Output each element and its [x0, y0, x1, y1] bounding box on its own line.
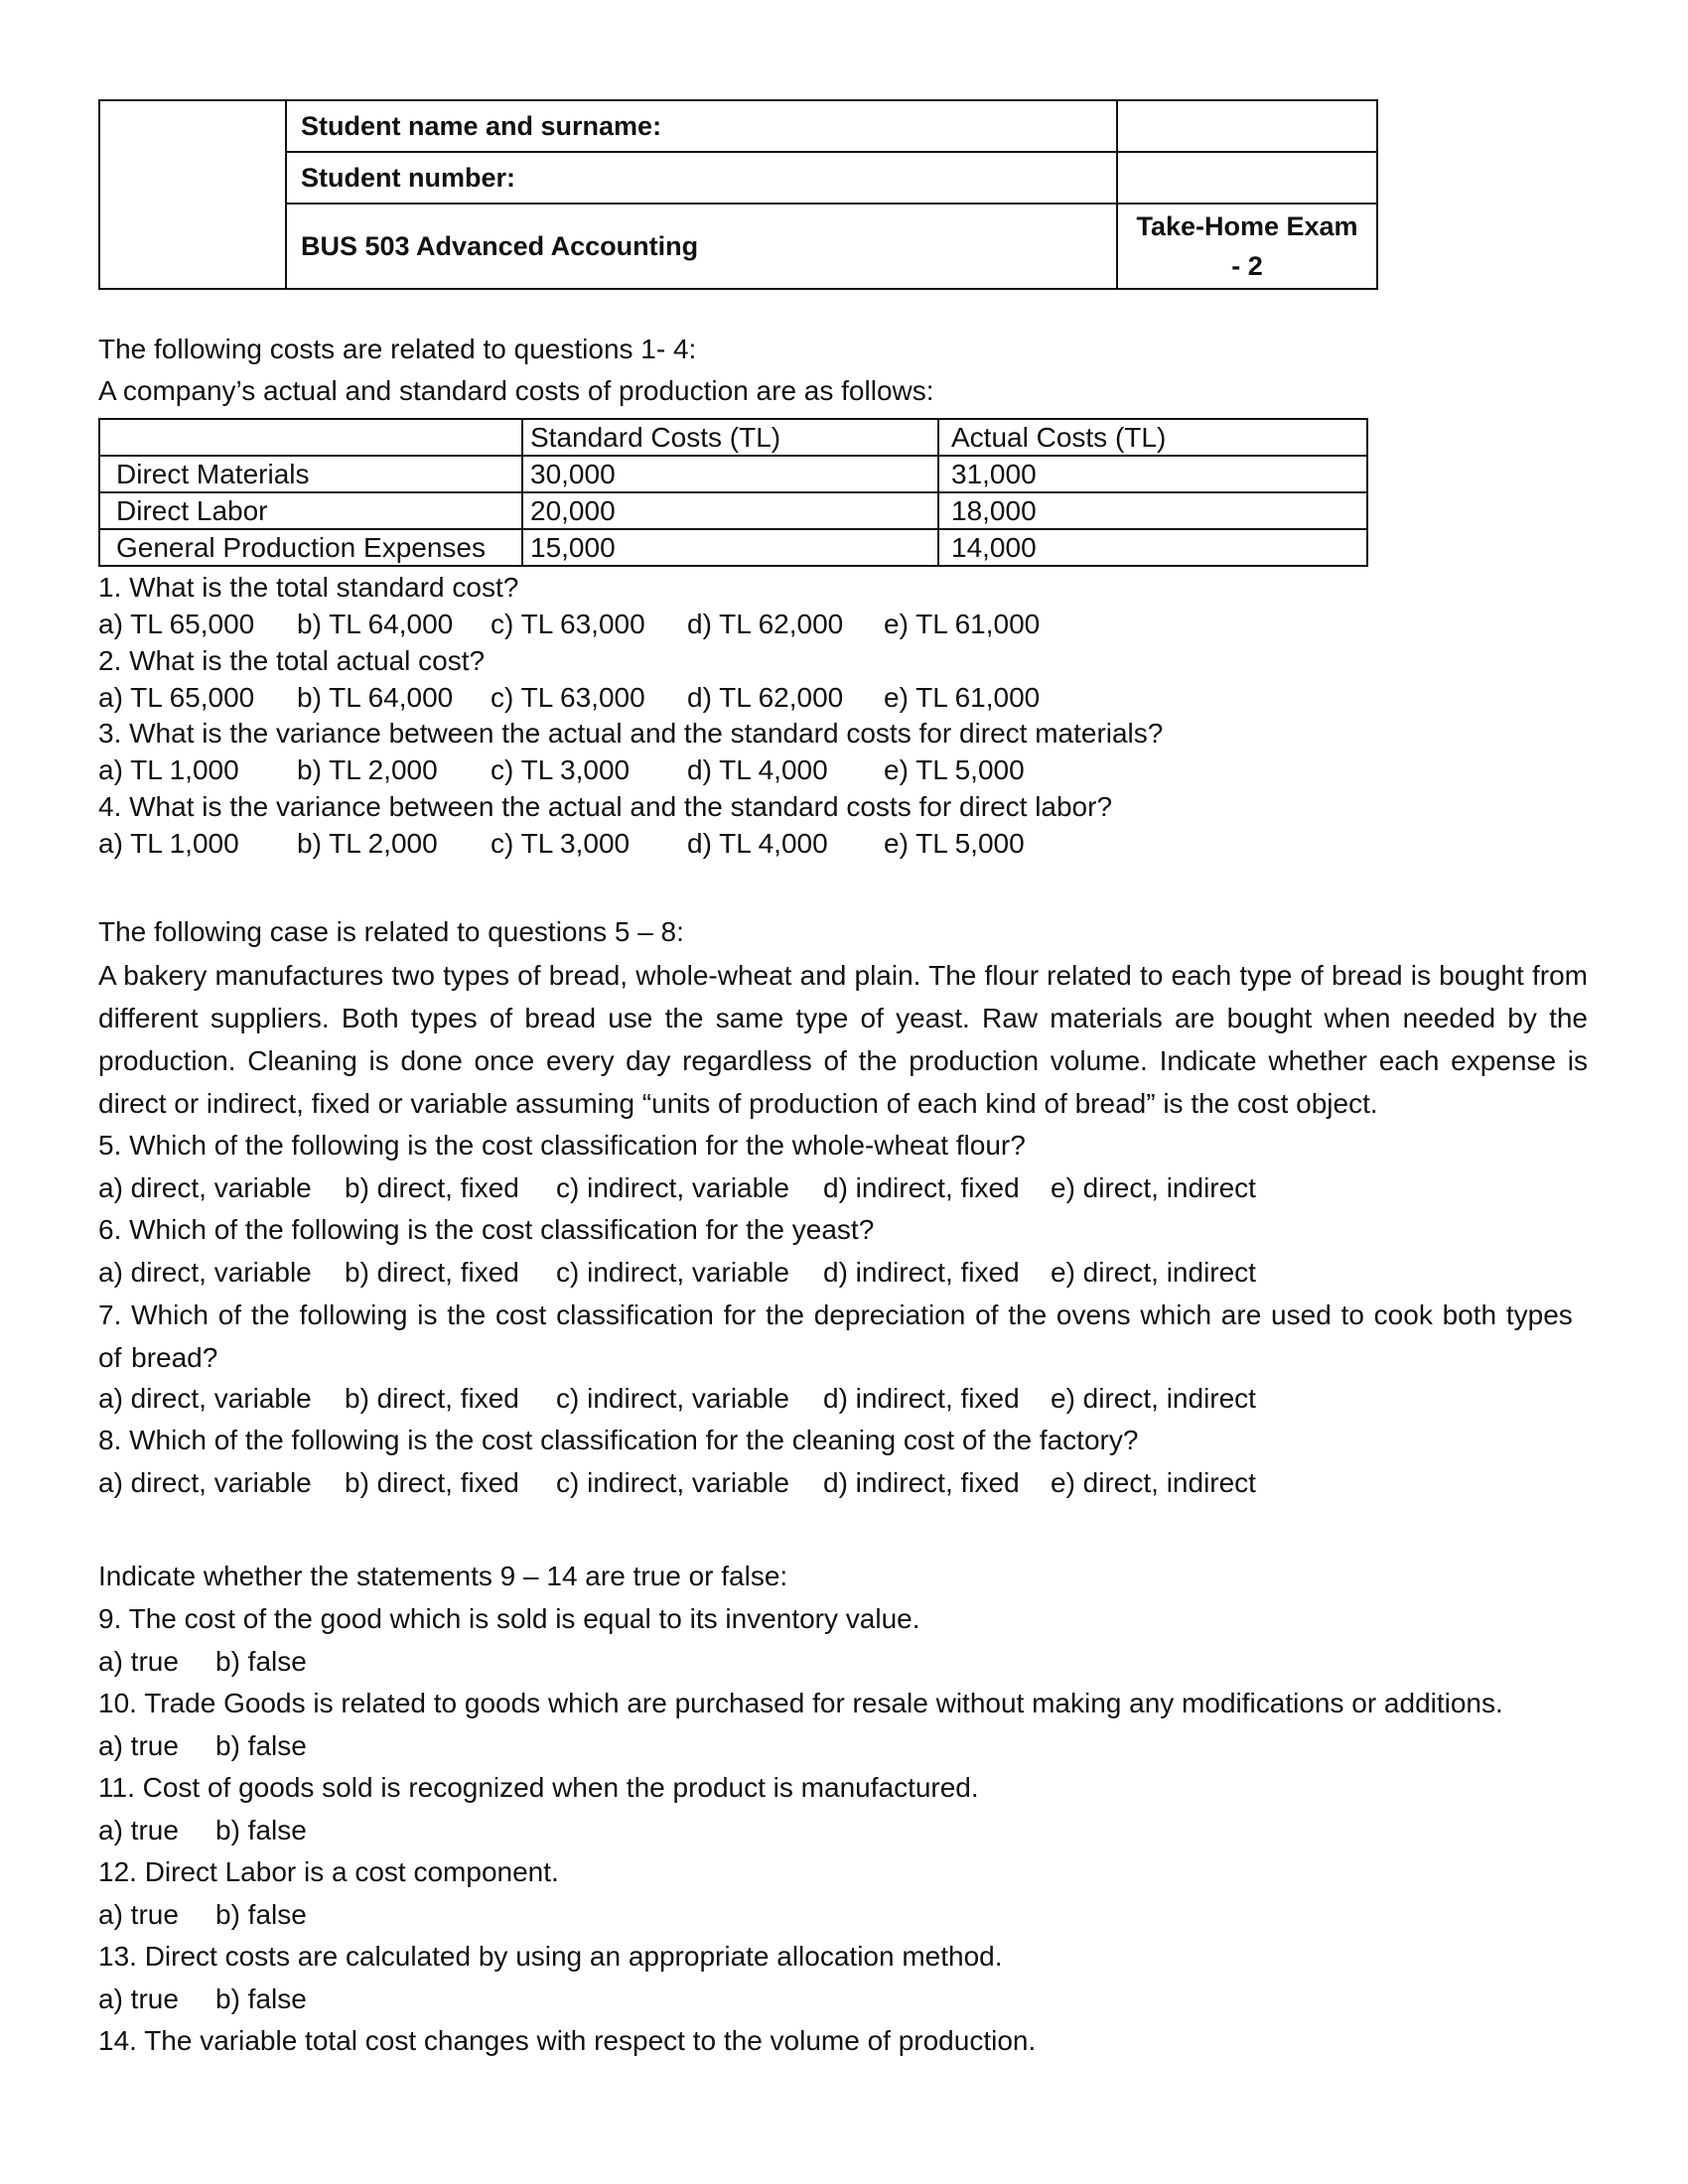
- answer-option[interactable]: b) false: [215, 1730, 307, 1761]
- question-text: 9. The cost of the good which is sold is equal to its inventory value.: [98, 1603, 920, 1634]
- answer-option[interactable]: c) TL 63,000: [491, 682, 645, 713]
- answer-option[interactable]: a) true: [98, 1983, 179, 2014]
- answer-option[interactable]: a) direct, variable: [98, 1172, 312, 1203]
- answer-option[interactable]: e) TL 61,000: [884, 609, 1041, 639]
- question-text: 8. Which of the following is the cost classification for the cleaning cost of the factory?: [98, 1425, 1139, 1455]
- logo-cell: [99, 100, 286, 289]
- question-text: 5. Which of the following is the cost classification for the whole-wheat flour?: [98, 1130, 1026, 1160]
- answer-option[interactable]: c) TL 63,000: [491, 609, 645, 639]
- answer-option[interactable]: a) true: [98, 1899, 179, 1930]
- answer-option[interactable]: b) false: [215, 1646, 307, 1677]
- course-title: BUS 503 Advanced Accounting: [286, 204, 1117, 289]
- answer-option[interactable]: a) true: [98, 1730, 179, 1761]
- answer-option[interactable]: c) TL 3,000: [491, 828, 631, 859]
- answer-option[interactable]: a) direct, variable: [98, 1467, 312, 1498]
- table-row: [99, 492, 1367, 529]
- answer-option[interactable]: b) TL 64,000: [297, 609, 454, 639]
- student-name-field[interactable]: [1117, 100, 1377, 152]
- table-cell: 15,000: [522, 529, 938, 566]
- answer-option[interactable]: d) indirect, fixed: [823, 1383, 1020, 1414]
- section3-intro: Indicate whether the statements 9 – 14 are true or false:: [98, 1561, 788, 1591]
- answer-option[interactable]: d) indirect, fixed: [823, 1257, 1020, 1288]
- question-text: 3. What is the variance between the actual and the standard costs for direct materials?: [98, 718, 1164, 749]
- question-text: 11. Cost of goods sold is recognized when the product is manufactured.: [98, 1772, 979, 1803]
- table-cell: 14,000: [938, 529, 1367, 566]
- section1-intro2: A company’s actual and standard costs of production are as follows:: [98, 375, 934, 406]
- answer-option[interactable]: e) TL 5,000: [884, 828, 1025, 859]
- table-header-cell: Standard Costs (TL): [522, 419, 938, 456]
- cost-table: [98, 418, 1368, 567]
- table-cell: 31,000: [938, 456, 1367, 492]
- answer-option[interactable]: b) TL 2,000: [297, 828, 438, 859]
- table-cell: 30,000: [522, 456, 938, 492]
- student-number-label: Student number:: [286, 152, 1117, 204]
- answer-option[interactable]: e) direct, indirect: [1051, 1172, 1256, 1203]
- table-cell: 20,000: [522, 492, 938, 529]
- answer-option[interactable]: a) direct, variable: [98, 1383, 312, 1414]
- section2-intro: The following case is related to questions 5 – 8:: [98, 916, 684, 947]
- answer-option[interactable]: b) direct, fixed: [345, 1257, 519, 1288]
- question-text: 13. Direct costs are calculated by using an appropriate allocation method.: [98, 1941, 1003, 1972]
- answer-option[interactable]: c) indirect, variable: [556, 1257, 789, 1288]
- answer-option[interactable]: a) direct, variable: [98, 1257, 312, 1288]
- answer-option[interactable]: c) indirect, variable: [556, 1467, 789, 1498]
- answer-option[interactable]: e) direct, indirect: [1051, 1257, 1256, 1288]
- table-header-cell: [99, 419, 522, 456]
- student-name-label: Student name and surname:: [286, 100, 1117, 152]
- table-cell: Direct Labor: [99, 492, 522, 529]
- answer-option[interactable]: a) TL 65,000: [98, 609, 255, 639]
- answer-option[interactable]: d) indirect, fixed: [823, 1467, 1020, 1498]
- table-row: [99, 529, 1367, 566]
- answer-option[interactable]: e) direct, indirect: [1051, 1383, 1256, 1414]
- table-cell: Direct Materials: [99, 456, 522, 492]
- answer-option[interactable]: e) direct, indirect: [1051, 1467, 1256, 1498]
- answer-option[interactable]: b) false: [215, 1983, 307, 2014]
- table-cell: General Production Expenses: [99, 529, 522, 566]
- question-text: 2. What is the total actual cost?: [98, 645, 486, 676]
- table-header-row: [99, 419, 1367, 456]
- answer-option[interactable]: c) TL 3,000: [491, 754, 631, 785]
- section2-case: A bakery manufactures two types of bread, whole-wheat and plain. The flour related to each type of bread is bought from different suppliers. Both types of bread use the same type of yeast. Raw materials are bought when needed by the production. Cleaning is done once every day regardless of the production volume. Indicate whether each expense is direct or indirect, fixed or variable assuming “units of production of each kind of bread” is the cost object.: [98, 960, 1588, 1119]
- exam-title-line2: - 2: [1231, 251, 1263, 281]
- answer-option[interactable]: b) TL 64,000: [297, 682, 454, 713]
- answer-option[interactable]: a) TL 1,000: [98, 828, 239, 859]
- answer-option[interactable]: b) false: [215, 1899, 307, 1930]
- question-text: 10. Trade Goods is related to goods which are purchased for resale without making any modifications or additions.: [98, 1688, 1503, 1718]
- question-text: 7. Which of the following is the cost classification for the depreciation of the ovens which are used to cook both types of bread?: [98, 1299, 1573, 1373]
- question-text: 4. What is the variance between the actual and the standard costs for direct labor?: [98, 791, 1113, 822]
- answer-option[interactable]: a) TL 1,000: [98, 754, 239, 785]
- question-text: 12. Direct Labor is a cost component.: [98, 1856, 559, 1887]
- table-cell: 18,000: [938, 492, 1367, 529]
- header-table: [98, 99, 1378, 290]
- question-text: 6. Which of the following is the cost classification for the yeast?: [98, 1214, 875, 1245]
- answer-option[interactable]: d) TL 62,000: [687, 682, 844, 713]
- answer-option[interactable]: d) TL 4,000: [687, 828, 828, 859]
- answer-option[interactable]: b) direct, fixed: [345, 1383, 519, 1414]
- table-header-cell: Actual Costs (TL): [938, 419, 1367, 456]
- student-number-field[interactable]: [1117, 152, 1377, 204]
- answer-option[interactable]: b) TL 2,000: [297, 754, 438, 785]
- answer-option[interactable]: d) TL 62,000: [687, 609, 844, 639]
- table-row: [99, 456, 1367, 492]
- answer-option[interactable]: b) false: [215, 1815, 307, 1845]
- answer-option[interactable]: a) true: [98, 1646, 179, 1677]
- exam-title-line1: Take-Home Exam: [1136, 211, 1358, 241]
- answer-option[interactable]: e) TL 5,000: [884, 754, 1025, 785]
- section1-intro: The following costs are related to questions 1- 4:: [98, 334, 697, 364]
- question-text: 14. The variable total cost changes with respect to the volume of production.: [98, 2025, 1037, 2056]
- answer-option[interactable]: d) indirect, fixed: [823, 1172, 1020, 1203]
- answer-option[interactable]: e) TL 61,000: [884, 682, 1041, 713]
- answer-option[interactable]: a) TL 65,000: [98, 682, 255, 713]
- question-text: 1. What is the total standard cost?: [98, 572, 519, 603]
- answer-option[interactable]: c) indirect, variable: [556, 1383, 789, 1414]
- answer-option[interactable]: c) indirect, variable: [556, 1172, 789, 1203]
- answer-option[interactable]: a) true: [98, 1815, 179, 1845]
- answer-option[interactable]: b) direct, fixed: [345, 1467, 519, 1498]
- answer-option[interactable]: d) TL 4,000: [687, 754, 828, 785]
- exam-title: [1117, 204, 1377, 289]
- answer-option[interactable]: b) direct, fixed: [345, 1172, 519, 1203]
